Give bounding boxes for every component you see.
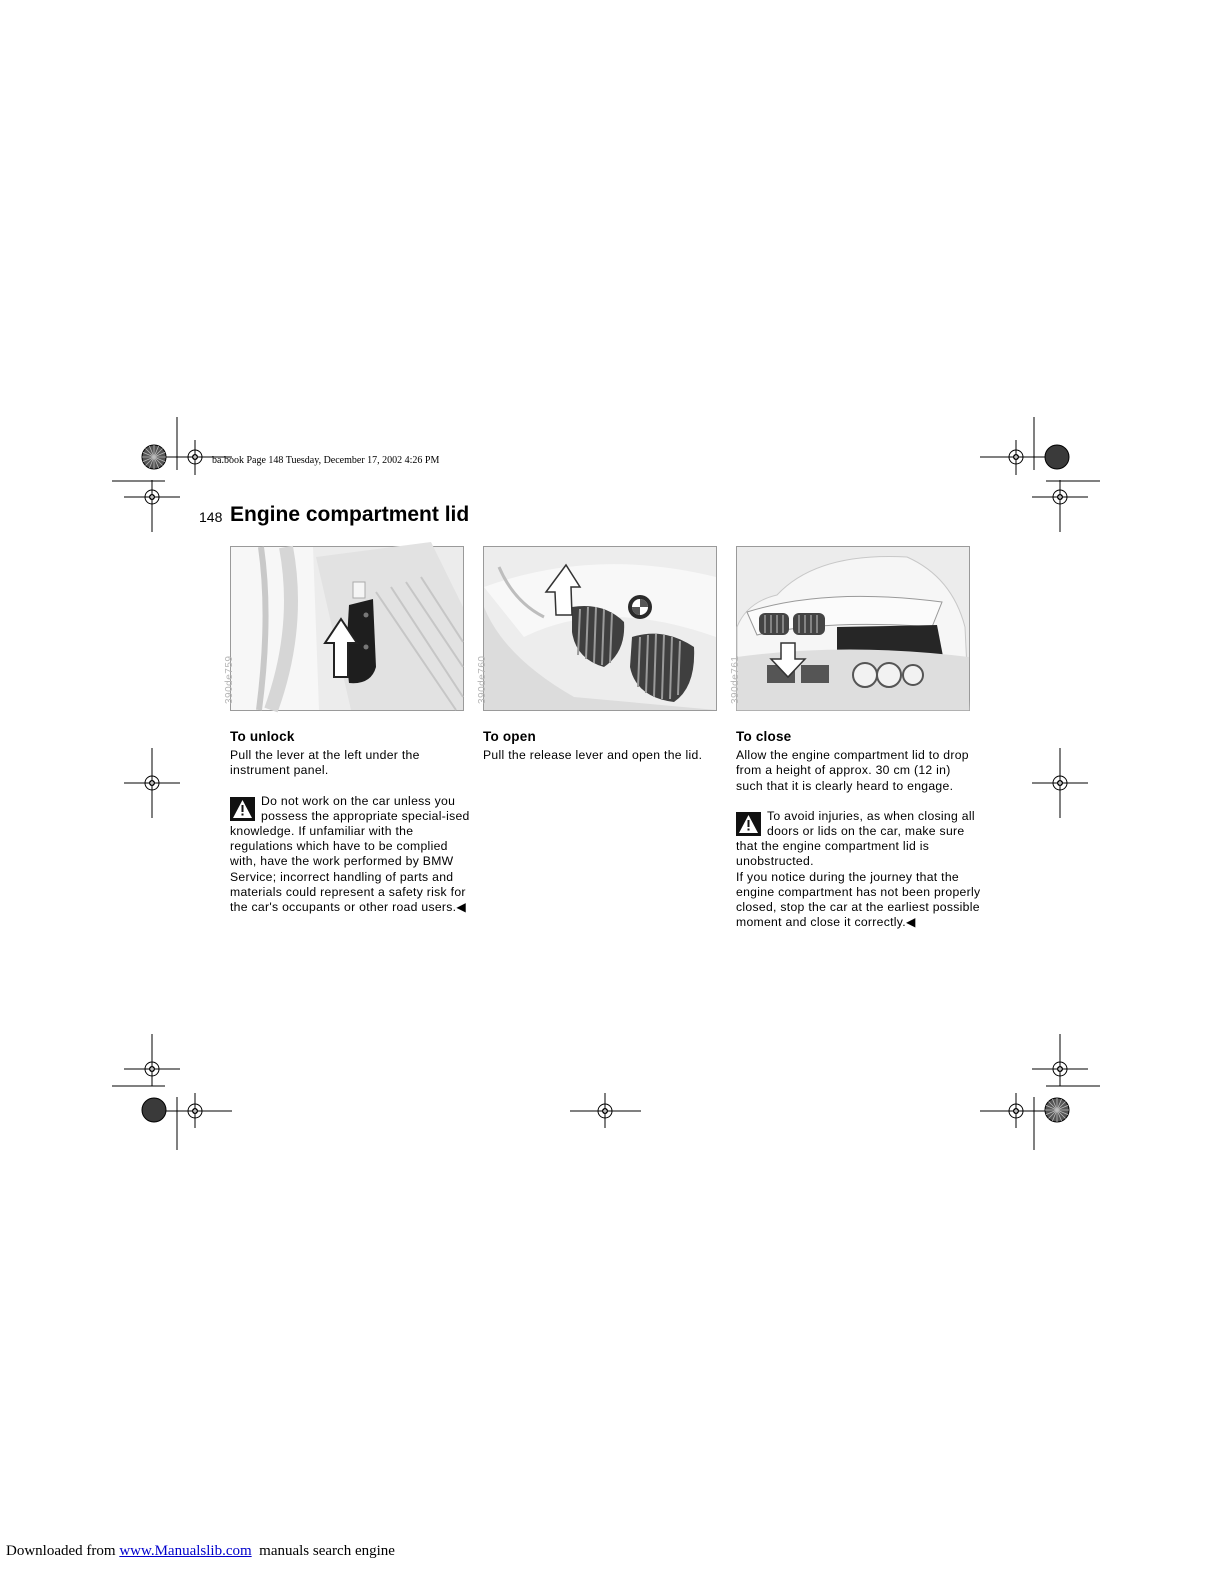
hood-release-lever-illustration <box>231 547 463 710</box>
figure-code: 390de759 <box>224 655 235 704</box>
closing-lid-illustration <box>737 547 969 710</box>
figure-code: 390de761 <box>730 655 741 704</box>
section-close <box>736 729 981 930</box>
section-heading: To close <box>736 729 792 744</box>
section-heading: To unlock <box>230 729 295 744</box>
footer <box>6 1543 395 1560</box>
page-number: 148 <box>199 509 223 525</box>
section-body: Allow the engine compartment lid to drop from a height of approx. 30 cm (12 in) such that it is clearly heard to engage. <box>736 748 969 793</box>
warning-icon <box>736 812 761 836</box>
warning-note <box>230 794 475 916</box>
figure-code: 390de760 <box>477 655 488 704</box>
footer-suffix: manuals search engine <box>251 1543 395 1559</box>
warning-text: To avoid injuries, as when closing all doors or lids on the car, make sure that the engine compartment lid is unobstructed. <box>736 808 975 869</box>
warning-icon <box>230 797 255 821</box>
print-slug: ba.book Page 148 Tuesday, December 17, 2002 4:26 PM <box>212 455 440 466</box>
section-note: If you notice during the journey that the engine compartment has not been properly closed, stop the car at the earliest possible moment and close it correctly.◀ <box>736 869 981 930</box>
figure-unlock <box>224 546 464 711</box>
section-body: Pull the lever at the left under the instrument panel. <box>230 748 420 778</box>
warning-note <box>736 809 981 870</box>
section-open <box>483 729 728 763</box>
section-body: Pull the release lever and open the lid. <box>483 748 703 763</box>
section-heading: To open <box>483 729 536 744</box>
figure-close <box>730 546 970 711</box>
manualslib-link[interactable]: www.Manualslib.com <box>119 1543 252 1559</box>
figure-open <box>477 546 717 711</box>
page-title: Engine compartment lid <box>230 503 470 526</box>
section-unlock <box>230 729 475 915</box>
lid-catch-illustration <box>484 547 716 710</box>
footer-prefix: Downloaded from <box>6 1543 120 1559</box>
warning-text: Do not work on the car unless you possess the appropriate special-ised knowledge. If unfamiliar with the regulations which have to be complied with, have the work performed by BMW Service; incorrect handling of parts and materials could represent a safety risk for the car's occupants or other road users.◀ <box>230 793 470 915</box>
